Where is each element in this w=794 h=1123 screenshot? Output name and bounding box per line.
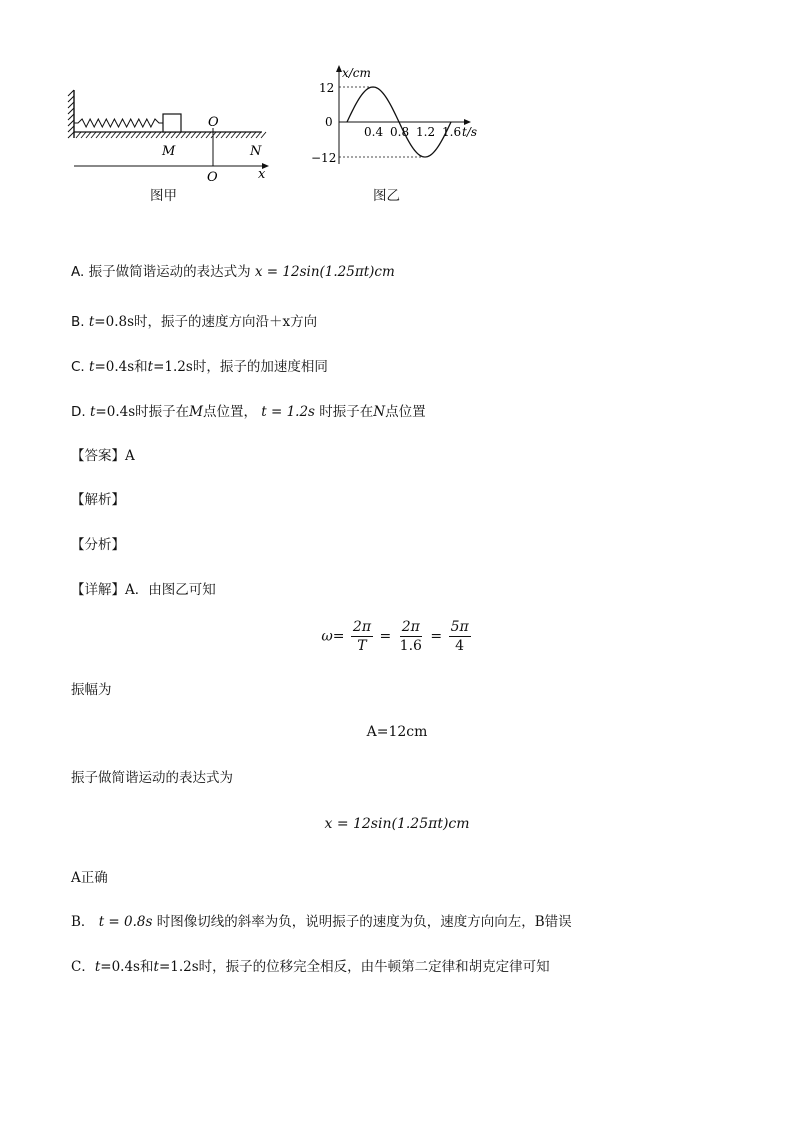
- floor-hatch-mark: [141, 132, 146, 138]
- frac-2pi-over-1.6: [398, 618, 424, 655]
- detail-c-t2: t: [153, 959, 159, 975]
- eq-sign-2: =: [430, 628, 443, 645]
- expr-label: 振子做简谐运动的表达式为: [71, 770, 233, 786]
- floor-hatch-mark: [246, 132, 251, 138]
- frac2-num: 2π: [401, 619, 420, 635]
- answer-value: A: [125, 448, 135, 464]
- chart-x-label: t/s: [462, 125, 478, 139]
- detail-tag: 【详解】: [71, 582, 125, 598]
- floor-hatch-mark: [231, 132, 236, 138]
- option-a-formula: x = 12sin(1.25πt)cm: [254, 264, 395, 280]
- answer-tag: 【答案】: [71, 448, 125, 464]
- figure-b-caption: 图乙: [373, 188, 400, 204]
- fenxi-tag: 【分析】: [71, 537, 125, 553]
- option-d-text4: 点位置: [385, 404, 426, 420]
- floor-hatch-mark: [226, 132, 231, 138]
- option-d-M: M: [189, 404, 203, 420]
- frac1-num: 2π: [352, 619, 372, 635]
- detail-c-prefix: C．: [71, 959, 95, 975]
- option-d: [71, 402, 426, 422]
- figure-a-caption: 图甲: [150, 188, 177, 204]
- label-x: x: [258, 167, 266, 182]
- floor-hatch-mark: [216, 132, 221, 138]
- floor-hatch-mark: [176, 132, 181, 138]
- floor-hatch-mark: [131, 132, 136, 138]
- option-c: [71, 357, 328, 377]
- omega-lhs: ω=: [321, 628, 345, 645]
- option-b: [71, 312, 317, 332]
- option-d-text3: 时振子在: [319, 404, 374, 420]
- detail-intro: A．由图乙可知: [125, 582, 216, 598]
- floor-hatch-mark: [156, 132, 161, 138]
- floor-hatch-mark: [96, 132, 101, 138]
- label-N: N: [250, 144, 262, 159]
- floor-hatch-mark: [191, 132, 196, 138]
- chart-y-tick-0: 0: [325, 115, 333, 129]
- answer-line: [71, 446, 135, 466]
- figure-b-xt-chart: [306, 64, 486, 170]
- option-c-t2: t: [147, 359, 154, 375]
- floor-hatch-mark: [206, 132, 211, 138]
- analysis-tag: 【解析】: [71, 492, 125, 508]
- frac-5pi-over-4: [449, 618, 471, 655]
- chart-x-tick-0.8: 0.8: [390, 125, 410, 139]
- floor-hatch-mark: [201, 132, 206, 138]
- floor-hatch-mark: [136, 132, 141, 138]
- floor-hatch-mark: [76, 132, 81, 138]
- detail-b-text: 时图像切线的斜率为负，说明振子的速度为负，速度方向向左，B错误: [156, 914, 572, 930]
- detail-b-line: [71, 912, 572, 932]
- chart-y-tick-12: 12: [319, 81, 335, 95]
- label-O-top: O: [208, 115, 219, 130]
- option-d-prefix: D.: [71, 404, 86, 420]
- label-M: M: [162, 144, 176, 159]
- amp-label: 振幅为: [71, 682, 112, 698]
- floor-hatch-mark: [81, 132, 86, 138]
- floor-hatch-mark: [121, 132, 126, 138]
- option-a: [71, 262, 395, 282]
- floor-hatch-mark: [171, 132, 176, 138]
- floor-hatch-mark: [151, 132, 156, 138]
- detail-c-text2: =0.4s和: [100, 959, 154, 975]
- option-c-text1: =0.4s和: [94, 359, 148, 375]
- option-d-text2: 点位置，: [202, 404, 257, 420]
- floor-hatch-mark: [196, 132, 201, 138]
- label-O-bottom: O: [207, 170, 218, 185]
- detail-c-text3: =1.2s时，振子的位移完全相反，由牛顿第二定律和胡克定律可知: [158, 959, 550, 975]
- option-c-prefix: C.: [71, 359, 85, 375]
- detail-c-line: [71, 957, 550, 977]
- analysis-line: [71, 490, 125, 510]
- amp-equation: A=12cm: [366, 724, 428, 740]
- chart-x-tick-1.6: 1.6: [442, 125, 462, 139]
- chart-x-tick-0.4: 0.4: [364, 125, 384, 139]
- eq-sign-1: =: [379, 628, 392, 645]
- floor-hatch-mark: [116, 132, 121, 138]
- option-b-t: t: [88, 314, 95, 330]
- a-correct: A正确: [71, 870, 108, 886]
- option-a-prefix: A.: [71, 264, 85, 280]
- detail-line: [71, 580, 216, 600]
- chart-y-tick-neg12: −12: [311, 151, 337, 165]
- spring: [74, 119, 163, 127]
- option-c-t1: t: [89, 359, 95, 375]
- option-d-t: t: [89, 404, 96, 420]
- floor-hatch-mark: [221, 132, 226, 138]
- floor-hatch-mark: [241, 132, 246, 138]
- option-b-text: =0.8s时，振子的速度方向沿＋x方向: [94, 314, 318, 330]
- floor-hatch-mark: [91, 132, 96, 138]
- floor-hatch-mark: [236, 132, 241, 138]
- floor-hatch-mark: [111, 132, 116, 138]
- option-d-formula: t = 1.2s: [261, 404, 315, 420]
- floor-hatch-mark: [186, 132, 191, 138]
- option-d-N: N: [373, 404, 386, 420]
- block: [163, 114, 181, 132]
- wall-hatching: [68, 90, 74, 138]
- frac-2pi-over-T: [351, 618, 373, 655]
- figure-a-spring-diagram: [66, 86, 276, 186]
- chart-y-label: x/cm: [342, 66, 371, 80]
- floor-hatch-mark: [161, 132, 166, 138]
- floor-hatch-mark: [106, 132, 111, 138]
- floor-hatch-mark: [146, 132, 151, 138]
- frac3-den: 4: [455, 638, 465, 654]
- frac2-den: 1.6: [399, 638, 422, 654]
- detail-b-prefix: B．: [71, 914, 95, 930]
- frac3-num: 5π: [450, 619, 469, 635]
- detail-c-t1: t: [94, 959, 101, 975]
- frac1-den: T: [357, 638, 367, 654]
- floor-hatch-mark: [261, 132, 266, 138]
- option-c-text2: =1.2s时，振子的加速度相同: [153, 359, 328, 375]
- fenxi-line: [71, 535, 125, 555]
- expr-equation: x = 12sin(1.25πt)cm: [324, 816, 470, 832]
- floor-hatch-mark: [86, 132, 91, 138]
- floor-hatching: [76, 132, 266, 138]
- floor-hatch-mark: [181, 132, 186, 138]
- option-a-text: 振子做简谐运动的表达式为: [88, 264, 251, 280]
- floor-hatch-mark: [126, 132, 131, 138]
- option-b-prefix: B.: [71, 314, 85, 330]
- floor-hatch-mark: [166, 132, 171, 138]
- floor-hatch-mark: [256, 132, 261, 138]
- floor-hatch-mark: [251, 132, 256, 138]
- omega-equation: [0, 618, 794, 655]
- floor-hatch-mark: [101, 132, 106, 138]
- option-d-text1: =0.4s时振子在: [95, 404, 190, 420]
- detail-b-formula: t = 0.8s: [98, 914, 153, 930]
- chart-x-tick-1.2: 1.2: [416, 125, 436, 139]
